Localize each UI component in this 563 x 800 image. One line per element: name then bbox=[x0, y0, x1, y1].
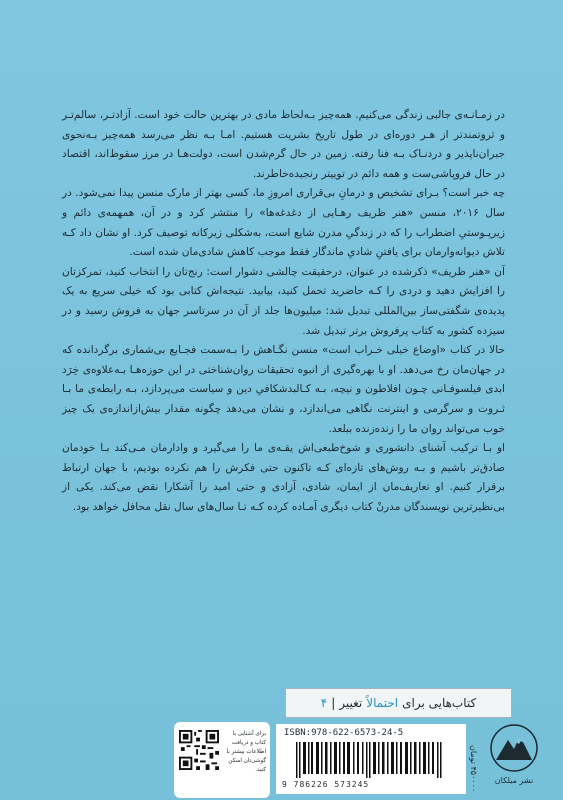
blurb-text bbox=[62, 106, 505, 517]
paragraph: چه خبر است؟ بـرای تشخیص و درمانِ بی‌قراری امروزِ ما، کسی بهتر از مارک منسن پیدا نمی‌شود. در سال ۲۰۱۶، منسن «هنر ظریف رهـایی از دغدغه‌ها» را منتشر کرد و در آن، همهمه‌ی دائم و زیرپـوستیِ اضطراب را که در زندگیِ مدرن شایع است، به‌شکلی زیرکانه توصیف کرد. او نشان داد کـه تلاش دیوانه‌وارمان برای یافتنِ شادیِ ماندگار فقط موجب کاهش شادی‌مان شده است. bbox=[62, 187, 505, 259]
qr-code-icon bbox=[179, 730, 219, 770]
publisher-logo bbox=[484, 722, 544, 796]
barcode-number: 9 786226 573245 bbox=[282, 780, 370, 789]
isbn-text: ISBN:978-622-6573-24-5 bbox=[284, 728, 404, 738]
paragraph: در زمـانـه‌ی جالبی زندگی می‌کنیم. همه‌چیز بـه‌لحاظ مادی در بهترین حالت خود است. آزادتـر، سالم‌تـر و ثروتمندتر از هـر دوره‌ای در طول تاریخ بشریت هستیم. امـا بـه نظر می‌رسد همه‌چیز بـه‌نحوی جبران‌ناپذیر و دردنـاک بـه فنا رفته. زمین در حال گرم‌شدن است، دولت‌هـا در مرز سقوط‌اند، اقتصاد در حال فروپاشی‌ست و همه دائم در توییتر رنجیده‌خاطرند. bbox=[62, 109, 505, 180]
series-suffix: تغییر bbox=[339, 696, 363, 710]
barcode-panel bbox=[276, 724, 466, 794]
series-separator: | bbox=[331, 696, 336, 710]
qr-card bbox=[174, 722, 270, 798]
series-label bbox=[285, 688, 512, 718]
paragraph: حالا در کتاب «اوضاع خیلی خـراب است» منسن نگـاهش را بـه‌سمت فجـایع بی‌شماری برگردانده که در جهان‌مان رخ می‌دهد. او با بهره‌گیری از انبوه تحقیقات روان‌شناختی در این حوزه‌هـا بـه‌علاوه‌ی خِرَد ابدی فیلسوفـانی چـون افلاطون و نیچه، بـه کـالبدشکافیِ دین و سیاست می‌پردازد، بـه رابطه‌ی ما بـا ثـروت و سرگرمی و اینترنت نگاهی می‌اندازد، و نشان می‌دهد چگونه مقدار بیش‌ازاندازه‌ی یک چیز خوب می‌تواند روان ما را زنده‌زنده ببلعد. bbox=[62, 344, 505, 435]
series-number: ۴ bbox=[320, 696, 328, 710]
paragraph: او بـا ترکیب آشنای دانشوری و شوخ‌طبعی‌اش یقـه‌ی ما را می‌گیرد و وادارمان مـی‌کند بـا خودمان صادق‌تر باشیم و بـه روش‌های تازه‌ای کـه تاکنون حتی فکرش را هم نکرده بودیم، با جهان ارتباط برقرار کنیم. او تعاریف‌مان از ایمان، شادی، آزادی و حتی امید را آشکارا نقض می‌کند. یکی از بی‌نظیرترین نویسندگان مدرنْ کتاب دیگری آمـاده کرده کـه تـا سال‌های سال نقل محافل خواهد بود. bbox=[62, 442, 505, 513]
price: ۴۵۰۰۰۰ تومان bbox=[469, 744, 478, 792]
qr-caption: برای آشنایی با کتاب و دریافت اطلاعات بیشتر با گوشی‌تان اسکن کنید. bbox=[226, 731, 266, 773]
publisher-name: نشر میلکان bbox=[494, 776, 534, 785]
series-highlight: احتمالاً bbox=[366, 696, 399, 710]
barcode bbox=[296, 742, 446, 778]
paragraph: آن «هنر ظریف» ذکرشده در عنوان، درحقیقت چالشی دشوار است: رنج‌تان را انتخاب کنید، تمرکزتان را افزایش دهید و دردی را کـه حاضرید تحمل کنید، بیابید. نتیجه‌اش کتابی بود که خیلی سریع به یک پدیده‌ی شگفتی‌ساز بین‌المللی تبدیل شد: میلیون‌ها جلد از آن در سرتاسر جهان به فروش رسید و در سیزده کشور به کتاب پرفروش برتر تبدیل شد. bbox=[62, 265, 505, 337]
mountain-logo-icon bbox=[490, 722, 538, 774]
series-prefix: کتاب‌هایی برای bbox=[402, 696, 477, 710]
